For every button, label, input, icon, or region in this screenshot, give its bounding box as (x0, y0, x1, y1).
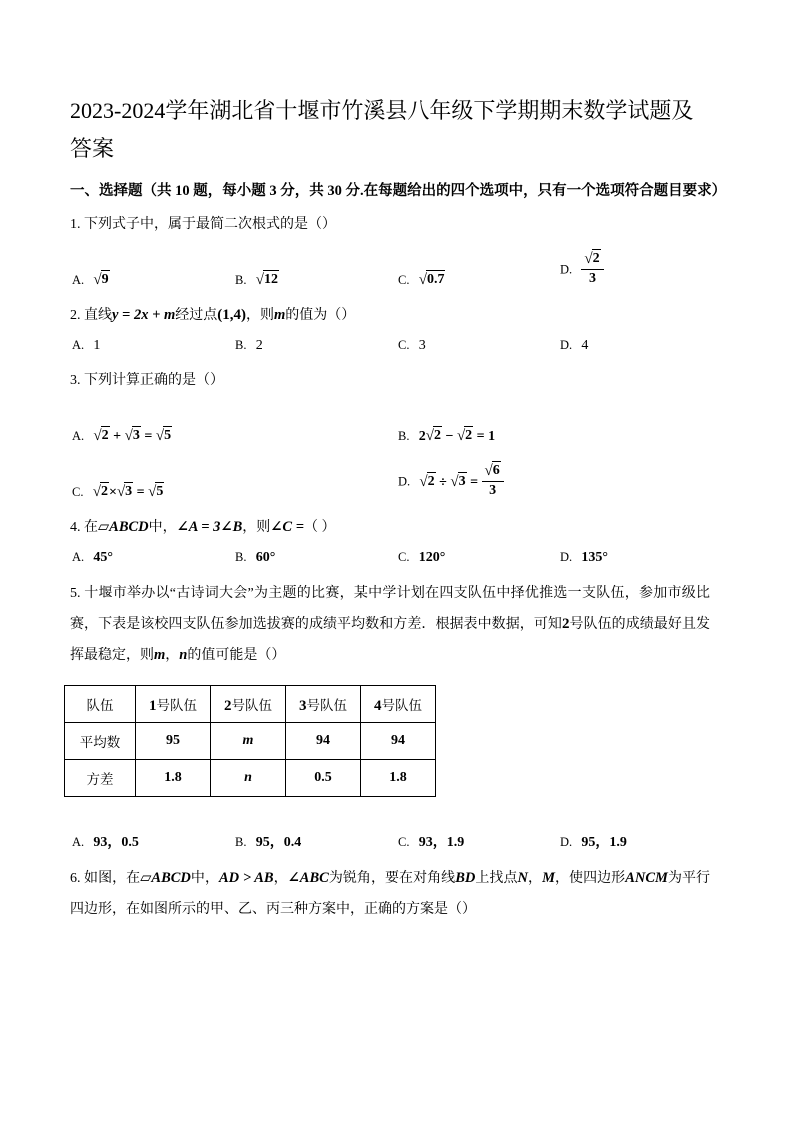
option-5-a[interactable] (72, 831, 139, 851)
option-4-d-value: 135° (581, 550, 609, 565)
question-6-text-8: 为平行四边形，在如图所示的甲、乙、丙三种方案中，正确的方案是（） (70, 871, 711, 917)
option-label: D. (560, 835, 573, 849)
question-6-cond-1: AD > AB (219, 870, 274, 886)
radicand: 2 (465, 428, 473, 443)
result: 1 (488, 429, 496, 444)
option-4-c-value: 120° (418, 550, 446, 565)
option-2-c-value: 3 (418, 338, 426, 353)
option-label: B. (235, 273, 247, 287)
question-2-stem (70, 301, 710, 330)
question-6-cond-2: ∠ABC (287, 870, 329, 886)
question-4-shape: ▱ABCD (98, 519, 149, 535)
question-5-text-2: 比赛，下表是该校四支队伍参加选拔赛的成绩平均数和方差．根据表中数据，可知 (70, 586, 710, 632)
option-3-a-value: √2 + √3 = √5 (93, 428, 172, 444)
question-6-stem (70, 863, 710, 925)
row-label-mean: 平均数 (65, 723, 136, 760)
table-header-cell: 队伍 (65, 686, 136, 723)
equals: = (144, 429, 153, 444)
question-6-point-n: N (517, 870, 528, 886)
operator: + (113, 429, 122, 444)
fraction-numerator: √6 (482, 462, 504, 482)
table-header-cell (136, 686, 211, 723)
table-header-cell (286, 686, 361, 723)
table-cell: 94 (361, 723, 436, 760)
team-number: 2 (224, 697, 232, 714)
option-3-b[interactable] (398, 427, 495, 445)
radicand: 2 (433, 428, 441, 443)
question-4-text-2: 中， (148, 520, 177, 535)
row-label-variance: 方差 (65, 760, 136, 797)
question-2-text-3: ，则 (246, 308, 274, 323)
option-label: B. (235, 550, 247, 564)
question-2-equation: y = 2x + m (112, 307, 176, 323)
team-suffix: 号队伍 (156, 697, 197, 713)
option-label: D. (398, 474, 411, 489)
fraction-denominator: 3 (489, 483, 497, 498)
question-4-text-3: ，则 (242, 520, 271, 535)
question-1-stem (70, 210, 710, 239)
statistics-table-wrapper (64, 685, 710, 797)
question-5-var-m: m (154, 647, 166, 663)
question-5-team-number: 2 (561, 616, 570, 632)
option-label: C. (398, 273, 410, 287)
question-2-text-4: 的值为（） (285, 308, 356, 323)
question-5-text-3: 号队伍的成绩最好且 (569, 617, 697, 632)
option-label: D. (560, 262, 573, 277)
question-4-options (70, 542, 710, 572)
team-number: 1 (149, 697, 157, 714)
fraction-denominator: 3 (589, 271, 597, 286)
table-cell: m (211, 723, 286, 760)
option-4-c[interactable] (398, 549, 445, 566)
option-label: D. (560, 550, 573, 564)
radicand: 2 (101, 428, 109, 443)
option-3-a[interactable] (72, 427, 172, 445)
option-5-d[interactable] (560, 831, 627, 851)
option-2-a[interactable] (72, 337, 100, 354)
option-5-b-value: 95，0.4 (255, 835, 302, 850)
team-suffix: 号队伍 (231, 697, 272, 713)
radicand: 3 (458, 473, 466, 489)
team-suffix: 号队伍 (381, 697, 422, 713)
question-6-number: 6. (70, 871, 81, 886)
option-1-b[interactable] (235, 271, 279, 289)
option-2-b[interactable] (235, 337, 263, 354)
option-2-b-value: 2 (255, 338, 263, 353)
question-4-number: 4. (70, 520, 81, 535)
table-cell: 1.8 (136, 760, 211, 797)
operator: × (108, 485, 117, 500)
question-5-text-1: 十堰市举办以“古诗词大会”为主题的比赛，某中学计划在四支队伍中择优推选一支队伍，参加市级 (84, 586, 696, 601)
option-3-d-value: √2 ÷ √3 = $\frac{√6}{3}$ (419, 475, 503, 490)
option-2-d-value: 4 (581, 338, 589, 353)
question-6-text-3: ， (273, 871, 288, 886)
question-1-number: 1. (70, 217, 81, 232)
option-label: C. (398, 835, 410, 849)
equals: = (476, 429, 485, 444)
question-5-stem (70, 578, 710, 671)
option-label: A. (72, 429, 85, 443)
option-3-c-value: √2×√3 = √5 (92, 484, 164, 500)
question-4-ask: ∠C = (270, 519, 304, 535)
question-5-var-n: n (179, 647, 188, 663)
question-1-options (70, 239, 710, 295)
statistics-table (64, 685, 436, 797)
question-2-variable: m (274, 307, 286, 323)
question-2-text-2: 经过点 (175, 308, 218, 323)
question-6-point-m: M (542, 870, 555, 886)
team-suffix: 号队伍 (306, 697, 347, 713)
equals: = (136, 485, 145, 500)
radicand: 0.7 (426, 272, 445, 287)
option-label: A. (72, 835, 85, 849)
option-4-a[interactable] (72, 549, 113, 566)
question-3-text: 下列计算正确的是（） (84, 373, 224, 388)
option-5-d-value: 95，1.9 (581, 835, 627, 850)
operator: ÷ (439, 474, 447, 490)
option-4-a-value: 45° (93, 550, 114, 565)
question-2-point: (1,4) (217, 307, 246, 323)
table-cell: 95 (136, 723, 211, 760)
option-4-b-value: 60° (255, 550, 276, 565)
question-6-text-6: ， (528, 871, 543, 886)
option-2-c[interactable] (398, 337, 426, 354)
radicand: 5 (164, 428, 172, 443)
page-content (70, 92, 727, 925)
option-label: B. (235, 338, 247, 352)
question-6-text-2: 中， (190, 871, 220, 886)
question-3-number: 3. (70, 373, 81, 388)
radicand: 2 (100, 484, 108, 499)
question-4-text-1: 在 (84, 520, 98, 535)
option-4-d[interactable] (560, 549, 608, 566)
question-6-text-4: 为锐角，要在对角线 (328, 871, 456, 886)
question-1-text: 下列式子中，属于最简二次根式的是（） (84, 217, 336, 232)
option-label: C. (72, 485, 84, 499)
option-5-a-value: 93，0.5 (93, 835, 139, 850)
option-1-d[interactable] (560, 252, 604, 289)
fraction-numerator: √2 (581, 250, 603, 270)
radicand: 12 (263, 272, 278, 287)
question-3-stem (70, 366, 710, 395)
radicand: 2 (427, 473, 435, 489)
question-6-shape: ▱ABCD (140, 870, 191, 886)
option-1-b-value: √12 (255, 272, 278, 288)
question-5-sep: ， (165, 648, 180, 663)
option-label: C. (398, 338, 410, 352)
coefficient: 2 (418, 429, 426, 444)
question-5-options (70, 827, 710, 857)
option-3-c[interactable] (72, 483, 164, 501)
table-row (65, 723, 436, 760)
table-cell: 0.5 (286, 760, 361, 797)
option-4-b[interactable] (235, 549, 275, 566)
question-6-text-1: 如图，在 (84, 871, 141, 886)
radicand: 3 (132, 428, 140, 443)
option-5-c-value: 93，1.9 (418, 835, 465, 850)
option-1-c-value: √0.7 (418, 272, 445, 288)
question-5-number: 5. (70, 586, 81, 601)
radicand: 2 (592, 251, 600, 266)
option-label: D. (560, 338, 573, 352)
question-6-diagonal: BD (455, 870, 476, 886)
team-number: 4 (374, 697, 382, 714)
option-label: B. (398, 429, 410, 443)
question-3-options-row-2 (70, 451, 710, 507)
option-1-c[interactable] (398, 271, 445, 289)
option-1-a-value: √9 (93, 272, 109, 288)
table-cell: n (211, 760, 286, 797)
table-cell: 1.8 (361, 760, 436, 797)
question-4-condition: ∠A = 3∠B (176, 519, 243, 535)
question-2-options (70, 330, 710, 360)
option-label: C. (398, 550, 410, 564)
option-1-a[interactable] (72, 271, 110, 289)
table-row (65, 760, 436, 797)
option-label: B. (235, 835, 247, 849)
radicand: 3 (125, 484, 133, 499)
table-header-row (65, 686, 436, 723)
option-2-a-value: 1 (93, 338, 101, 353)
question-3-options-row-1 (70, 395, 710, 451)
option-label: A. (72, 550, 85, 564)
operator: − (445, 429, 454, 444)
radicand: 6 (492, 463, 500, 478)
question-2-number: 2. (70, 308, 81, 323)
question-5-text-5: 的值可能是（） (187, 648, 286, 663)
radicand: 9 (101, 272, 109, 287)
option-3-d[interactable] (398, 464, 504, 501)
question-6-text-5: 上找点 (475, 871, 518, 886)
section-heading: 一、选择题（共 10 题，每小题 3 分，共 30 分.在每题给出的四个选项中，只有一个选项符合题目要求） (70, 183, 727, 199)
page-title: 2023-2024学年湖北省十堰市竹溪县八年级下学期期末数学试题及答案 (70, 98, 694, 161)
option-label: A. (72, 273, 85, 287)
option-5-b[interactable] (235, 831, 301, 851)
question-6-quad: ANCM (625, 870, 668, 886)
equals: = (470, 474, 479, 490)
team-number: 3 (299, 697, 307, 714)
question-6-text-7: ，使四边形 (554, 871, 626, 886)
question-4-stem (70, 513, 710, 542)
question-4-text-4: （ ） (303, 520, 336, 535)
option-3-b-value: 2√2 − √2 = 1 (418, 428, 496, 444)
option-label: A. (72, 338, 85, 352)
table-header-cell (211, 686, 286, 723)
option-5-c[interactable] (398, 831, 464, 851)
table-cell: 94 (286, 723, 361, 760)
option-1-d-value (581, 251, 603, 286)
option-2-d[interactable] (560, 337, 588, 354)
radicand: 5 (156, 484, 164, 499)
question-5-text-4: 发挥最稳定，则 (70, 617, 711, 663)
table-header-cell (361, 686, 436, 723)
question-2-text-1: 直线 (84, 308, 112, 323)
